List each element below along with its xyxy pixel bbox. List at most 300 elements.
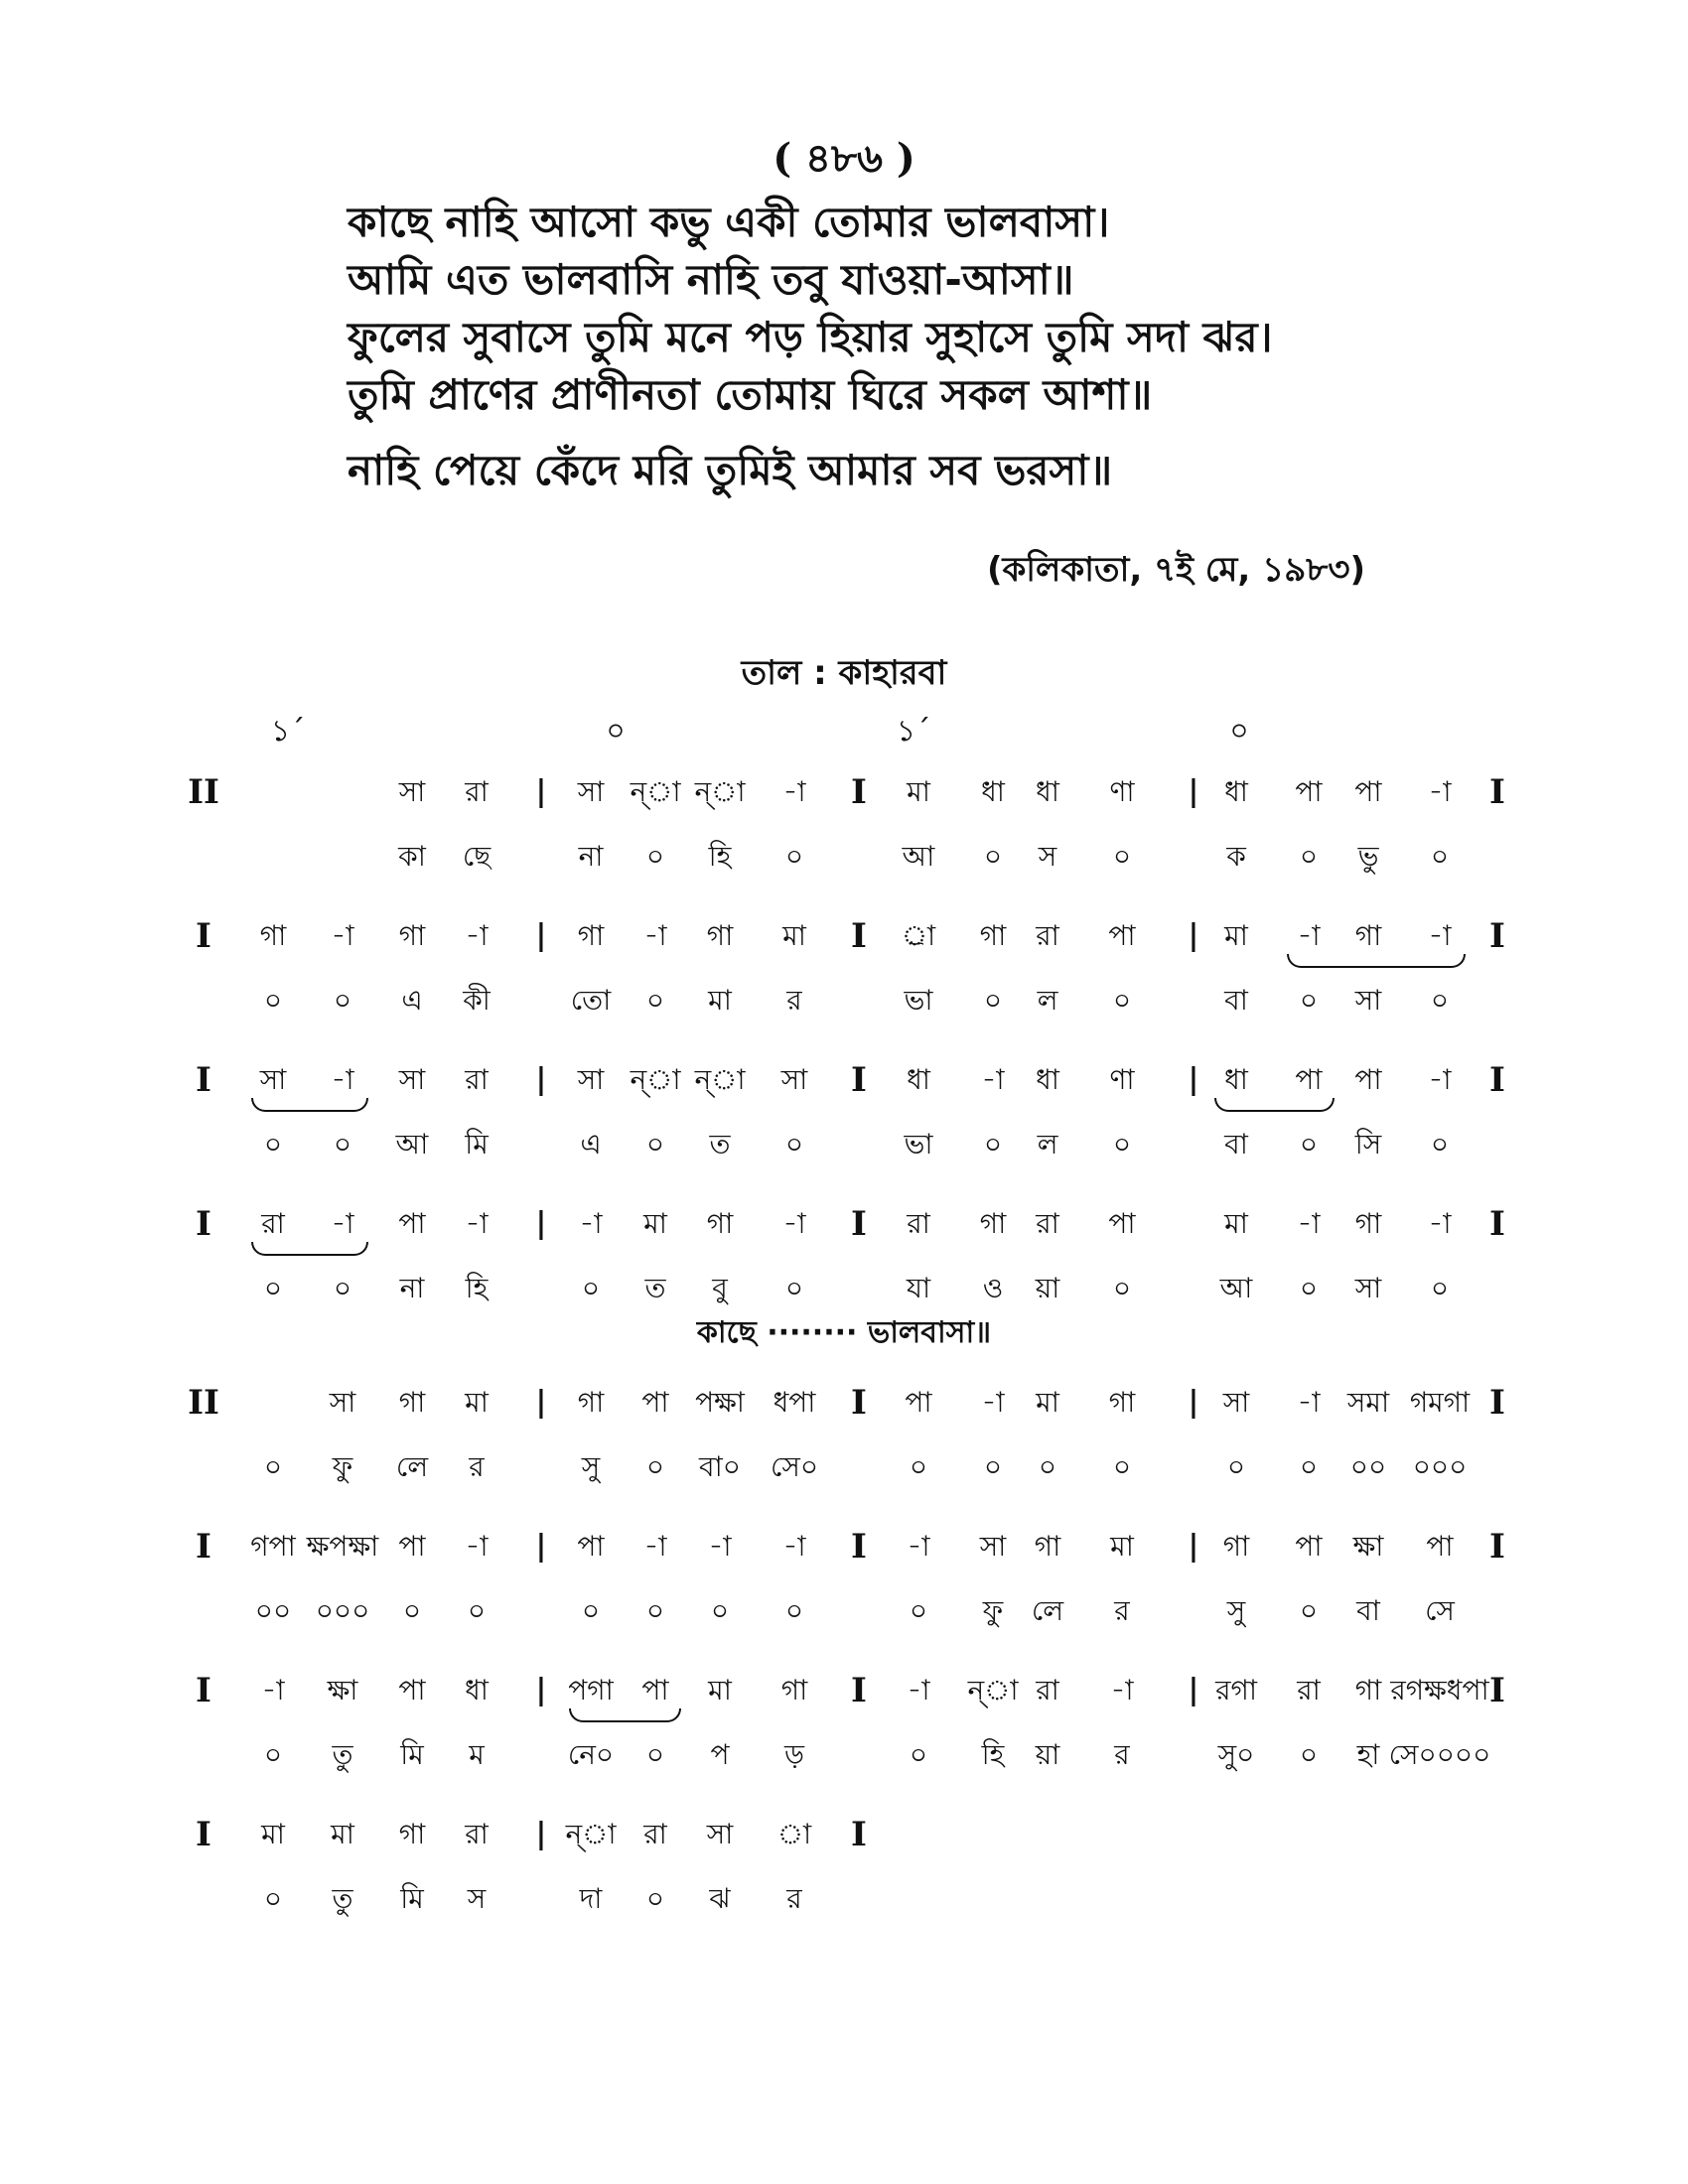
lyric-syllable: ০ [467,1594,487,1627]
swara-note: -া [1110,1674,1134,1706]
lyric-syllable: ক [1226,840,1246,873]
swara-note: ধা [1036,775,1059,808]
swara-note: ধা [1224,775,1248,808]
lyric-syllable: মি [465,1128,489,1160]
swara-note: পা [1295,775,1323,808]
swara-note: গা [1354,919,1382,952]
swara-note: পা [1354,1063,1382,1096]
bar-line: | [535,1206,547,1241]
swara-note: ধা [1036,1063,1059,1096]
swara-note: -া [1428,1063,1452,1096]
swara-note: মা [1224,919,1248,952]
lyric-syllable: নে০ [567,1738,615,1771]
slur-mark [1287,954,1466,968]
swara-note: সা [577,1063,605,1096]
beat-marker: ০ [1229,714,1249,749]
lyric-syllable: ০ [1299,1450,1319,1483]
swara-note: গা [259,919,287,952]
bar-line: | [535,918,547,953]
lyric-syllable: হি [981,1738,1005,1771]
swara-note: সমা [1346,1386,1390,1419]
lyric-syllable: ০ [784,840,804,873]
swara-note: ন্‌া [630,775,681,808]
lyric-syllable: ০ [1299,984,1319,1017]
bar-line: I [196,1204,211,1244]
lyric-syllable: মি [400,1882,424,1915]
swara-note: -া [708,1530,732,1563]
lyric-syllable: র [1114,1738,1130,1771]
swara-note: পা [577,1530,605,1563]
bar-line: I [1489,772,1505,812]
lyric-syllable: ০ [263,1272,283,1304]
lyric-syllable: স [1038,840,1057,873]
lyric-syllable: আ [902,840,935,873]
bar-line: I [851,1060,867,1100]
bar-line: | [535,1529,547,1564]
slur-mark [1214,1098,1335,1112]
lyric-syllable: ০ [645,984,665,1017]
swara-note: মা [1036,1386,1059,1419]
lyric-syllable: ০ [263,1738,283,1771]
lyric-syllable: দা [579,1882,603,1915]
bar-line: | [1188,1673,1199,1707]
swara-note: সা [259,1063,287,1096]
bar-line: I [1489,1060,1505,1100]
swara-note: মা [465,1386,489,1419]
swara-note: মা [643,1207,667,1240]
lyric-syllable: ০ [1112,1272,1132,1304]
swara-note: গমগা [1409,1386,1471,1419]
lyric-syllable: তো [570,984,612,1017]
lyric-syllable: ০ [1112,1450,1132,1483]
slur-mark [251,1098,368,1112]
lyric-syllable: ০ [333,1128,352,1160]
bar-line: I [196,1815,211,1854]
swara-note: -া [331,919,354,952]
swara-note: -া [1428,919,1452,952]
lyric-syllable: ০ [710,1594,730,1627]
swara-note: -া [907,1674,930,1706]
slur-mark [569,1708,681,1722]
lyric-syllable: ভা [904,1128,933,1160]
swara-note: া [776,1818,812,1850]
lyric-syllable: মা [708,984,732,1017]
notation-swara-row [0,1527,1688,1576]
lyric-syllable: সু [581,1450,601,1483]
swara-note: -া [782,1530,806,1563]
swara-note: ধা [981,775,1005,808]
lyric-syllable: আ [395,1128,429,1160]
swara-note: মা [261,1818,285,1850]
bar-line: II [188,772,219,812]
swara-note: পা [1426,1530,1454,1563]
bar-line: | [535,1817,547,1851]
swara-note: পা [398,1207,426,1240]
bar-line: I [1489,916,1505,956]
lyric-syllable: ০ [263,1450,283,1483]
lyric-syllable: ০ [1299,1128,1319,1160]
lyric-syllable: বা০ [699,1450,741,1483]
lyric-syllable: ০ [1112,1128,1132,1160]
swara-note: মা [782,919,806,952]
swara-note: পা [641,1386,669,1419]
swara-note: -া [782,775,806,808]
swara-note: গা [706,919,734,952]
swara-note: -া [261,1674,285,1706]
bar-line: I [196,1671,211,1710]
refrain-note: কাছে ········ ভালবাসা॥ [696,1315,992,1350]
lyric-syllable: ০০ [1349,1450,1387,1483]
lyric-syllable: যা [906,1272,931,1304]
slur-mark [251,1242,368,1256]
swara-note: -া [981,1063,1005,1096]
lyric-syllable: ০ [645,1738,665,1771]
lyric-syllable: এ [401,984,423,1017]
lyric-syllable: র [786,1882,802,1915]
place-date: (কলিকাতা, ৭ই মে, ১৯৮৩) [986,550,1365,590]
lyric-line: তুমি প্রাণের প্রাণীনতা তোমায় ঘিরে সকল আশা॥ [348,370,1153,419]
swara-note: গা [1354,1674,1382,1706]
bar-line: I [851,1383,867,1423]
swara-note: গা [780,1674,808,1706]
lyrics-block [348,199,1390,504]
swara-note: ন্‌া [565,1818,617,1850]
lyric-syllable: আ [1219,1272,1253,1304]
swara-note: মা [708,1674,732,1706]
swara-note: পা [398,1530,426,1563]
lyric-syllable: হি [465,1272,489,1304]
lyric-syllable: তু [332,1738,353,1771]
swara-note: সা [398,775,426,808]
swara-note: -া [782,1207,806,1240]
lyric-syllable: য়া [1035,1272,1060,1304]
lyric-syllable: ঝ [709,1882,731,1915]
bar-line: | [535,1385,547,1420]
swara-note: পা [1295,1530,1323,1563]
lyric-syllable: ০ [1299,840,1319,873]
swara-note: -া [331,1207,354,1240]
swara-note: গপা [250,1530,296,1563]
notation-swara-row [0,1815,1688,1864]
notation-lyric-row [0,837,1688,887]
bar-line: I [851,1671,867,1710]
lyric-line: ফুলের সুবাসে তুমি মনে পড় হিয়ার সুহাসে তুমি সদা ঝর। [348,313,1273,361]
lyric-syllable: ০০০ [315,1594,370,1627]
swara-note: পা [1108,919,1136,952]
lyric-syllable: ০ [402,1594,422,1627]
swara-note: র্‌া [901,919,936,952]
swara-note: -া [643,1530,667,1563]
bar-line: | [1188,1529,1199,1564]
lyric-syllable: না [578,840,604,873]
lyric-syllable: বা [1224,984,1248,1017]
lyric-syllable: তু [332,1882,353,1915]
lyric-syllable: না [399,1272,425,1304]
lyric-syllable: সে০০০০ [1388,1738,1491,1771]
lyric-syllable: ভা [904,984,933,1017]
lyric-syllable: ০ [645,1128,665,1160]
bar-line: | [1188,774,1199,809]
lyric-syllable: সু [1226,1594,1246,1627]
swara-note: ধা [1224,1063,1248,1096]
notation-lyric-row [0,981,1688,1030]
swara-note: -া [1297,919,1321,952]
swara-note: মা [1224,1207,1248,1240]
lyric-syllable: সে০ [770,1450,819,1483]
swara-note: রগা [1215,1674,1257,1706]
lyric-syllable: ০ [983,840,1003,873]
lyric-syllable: ত [644,1272,666,1304]
swara-note: সা [979,1530,1007,1563]
swara-note: -া [1297,1207,1321,1240]
lyric-syllable: ০ [784,1594,804,1627]
swara-note: ক্ষা [1352,1530,1384,1563]
lyric-syllable: কী [463,984,491,1017]
bar-line: I [196,916,211,956]
lyric-syllable: ০ [645,1882,665,1915]
swara-note: গা [577,919,605,952]
lyric-syllable: ০ [581,1594,601,1627]
lyric-line: কাছে নাহি আসো কভু একী তোমার ভালবাসা। [348,198,1110,246]
beat-marker: ০ [606,714,626,749]
lyric-syllable: ০ [1038,1450,1057,1483]
lyric-syllable: ০ [645,1594,665,1627]
swara-note: রা [1036,1674,1059,1706]
lyric-syllable: ০ [263,1128,283,1160]
bar-line: | [535,1673,547,1707]
swara-note: গা [1222,1530,1250,1563]
swara-note: রা [1036,1207,1059,1240]
lyric-syllable: ০ [1226,1450,1246,1483]
swara-note: -া [579,1207,603,1240]
bar-line: II [188,1383,219,1423]
swara-note: সা [398,1063,426,1096]
swara-note: সা [329,1386,356,1419]
lyric-syllable: ০ [784,1272,804,1304]
lyric-syllable: বু [712,1272,728,1304]
lyric-syllable: ও [982,1272,1004,1304]
bar-line: | [1188,1385,1199,1420]
lyric-syllable: সি [1354,1128,1382,1160]
lyric-syllable: মি [400,1738,424,1771]
lyric-syllable: এ [580,1128,602,1160]
swara-note: রা [465,775,489,808]
swara-note: পা [1295,1063,1323,1096]
lyric-syllable: ছে [462,840,492,873]
lyric-syllable: ০ [645,840,665,873]
swara-note: -া [1297,1386,1321,1419]
page-number: ( ৪৮৬ ) [773,135,915,182]
notation-lyric-row [0,1591,1688,1641]
swara-note: ন্‌া [694,775,746,808]
lyric-syllable: ০ [784,1128,804,1160]
lyric-syllable: ০ [333,1272,352,1304]
lyric-syllable: সা [1354,984,1382,1017]
swara-note: সা [1222,1386,1250,1419]
lyric-syllable: ফু [982,1594,1004,1627]
lyric-syllable: ০ [1299,1594,1319,1627]
swara-note: গা [398,1386,426,1419]
bar-line: I [196,1527,211,1567]
swara-note: রা [465,1063,489,1096]
lyric-syllable: র [469,1450,485,1483]
lyric-syllable: সু০ [1217,1738,1255,1771]
swara-note: ধা [907,1063,930,1096]
swara-note: ধপা [773,1386,816,1419]
bar-line: I [851,1527,867,1567]
lyric-syllable: হি [708,840,732,873]
swara-note: গা [979,919,1007,952]
swara-note: রা [907,1207,930,1240]
lyric-syllable: ০ [263,984,283,1017]
lyric-syllable: ০ [909,1450,928,1483]
swara-note: গা [1354,1207,1382,1240]
swara-note: পা [1354,775,1382,808]
tala-heading: তাল : কাহারবা [741,653,947,693]
lyric-syllable: ০ [983,984,1003,1017]
lyric-syllable: লে [1031,1594,1064,1627]
lyric-syllable: ০ [263,1882,283,1915]
swara-note: পা [905,1386,932,1419]
swara-note: রগক্ষধপা [1390,1674,1489,1706]
swara-note: পা [1108,1207,1136,1240]
lyric-syllable: ০ [1112,840,1132,873]
lyric-syllable: য়া [1035,1738,1060,1771]
bar-line: I [1489,1527,1505,1567]
bar-line: I [1489,1383,1505,1423]
lyric-syllable: ০ [909,1594,928,1627]
notation-lyric-row [0,1879,1688,1929]
lyric-syllable: ম [469,1738,485,1771]
swara-note: ন্‌া [630,1063,681,1096]
swara-note: পা [641,1674,669,1706]
bar-line: | [1188,918,1199,953]
lyric-syllable: স [467,1882,487,1915]
swara-note: -া [1428,775,1452,808]
notation-swara-row [0,772,1688,822]
swara-note: রা [261,1207,285,1240]
swara-note: -া [981,1386,1005,1419]
swara-note: গা [398,1818,426,1850]
swara-note: রা [1036,919,1059,952]
bar-line: I [1489,1671,1505,1710]
lyric-syllable: ড় [784,1738,804,1771]
lyric-syllable: ০ [581,1272,601,1304]
lyric-syllable: ০ [1430,1272,1450,1304]
bar-line: I [1489,1204,1505,1244]
swara-note: ণা [1109,1063,1135,1096]
swara-note: রা [643,1818,667,1850]
bar-line: I [851,916,867,956]
lyric-syllable: র [1114,1594,1130,1627]
swara-note: গা [398,919,426,952]
swara-note: পক্ষা [695,1386,745,1419]
lyric-syllable: লে [395,1450,429,1483]
swara-note: গা [577,1386,605,1419]
lyric-syllable: ০ [1299,1738,1319,1771]
bar-line: I [851,772,867,812]
notation-lyric-row [0,1125,1688,1174]
lyric-syllable: ত [709,1128,731,1160]
lyric-syllable: ০ [1430,840,1450,873]
bar-line: | [535,774,547,809]
swara-note: পা [398,1674,426,1706]
notation-swara-row [0,1383,1688,1433]
lyric-syllable: র [786,984,802,1017]
swara-note: সা [780,1063,808,1096]
lyric-syllable: ০ [645,1450,665,1483]
beat-marker: ১´ [270,714,306,749]
lyric-syllable: ০ [909,1738,928,1771]
swara-note: রা [1297,1674,1321,1706]
notation-swara-row [0,1671,1688,1720]
swara-note: -া [465,1530,489,1563]
swara-note: -া [331,1063,354,1096]
swara-note: গা [1108,1386,1136,1419]
swara-note: মা [1110,1530,1134,1563]
lyric-syllable: ০০০ [1412,1450,1468,1483]
lyric-syllable: ০ [1430,984,1450,1017]
lyric-syllable: ০ [983,1128,1003,1160]
swara-note: সা [706,1818,734,1850]
bar-line: I [851,1204,867,1244]
bar-line: I [851,1815,867,1854]
lyric-syllable: হা [1356,1738,1380,1771]
lyric-syllable: সে [1425,1594,1455,1627]
swara-note: গা [1034,1530,1061,1563]
lyric-syllable: বা [1356,1594,1380,1627]
swara-note: সা [577,775,605,808]
beat-marker: ১´ [896,714,931,749]
swara-note: ন্‌া [967,1674,1019,1706]
lyric-syllable: ০ [1299,1272,1319,1304]
swara-note: গা [979,1207,1007,1240]
lyric-syllable: কা [398,840,426,873]
notation-lyric-row [0,1447,1688,1497]
notation-lyric-row [0,1735,1688,1785]
swara-note: -া [907,1530,930,1563]
swara-note: গা [706,1207,734,1240]
swara-note: ধা [465,1674,489,1706]
lyric-syllable: ০০ [254,1594,292,1627]
swara-note: ণা [1109,775,1135,808]
swara-note: ন্‌া [694,1063,746,1096]
lyric-line: নাহি পেয়ে কেঁদে মরি তুমিই আমার সব ভরসা॥ [348,446,1113,494]
lyric-syllable: ফু [332,1450,353,1483]
lyric-syllable: ০ [983,1450,1003,1483]
swara-note: রা [465,1818,489,1850]
lyric-line: আমি এত ভালবাসি নাহি তবু যাওয়া-আসা॥ [348,255,1074,304]
swara-note: মা [331,1818,354,1850]
lyric-syllable: ০ [333,984,352,1017]
swara-note: মা [907,775,930,808]
lyric-syllable: ল [1037,1128,1058,1160]
swara-note: পগা [568,1674,614,1706]
bar-line: | [1188,1062,1199,1097]
lyric-syllable: ভু [1357,840,1379,873]
lyric-syllable: সা [1354,1272,1382,1304]
bar-line: | [535,1062,547,1097]
lyric-syllable: ০ [1112,984,1132,1017]
lyric-syllable: বা [1224,1128,1248,1160]
swara-note: -া [465,919,489,952]
swara-note: ক্ষা [327,1674,358,1706]
swara-note: -া [1428,1207,1452,1240]
lyric-syllable: ল [1037,984,1058,1017]
swara-note: ক্ষপক্ষা [306,1530,379,1563]
lyric-syllable: ০ [1430,1128,1450,1160]
lyric-syllable: প [710,1738,730,1771]
